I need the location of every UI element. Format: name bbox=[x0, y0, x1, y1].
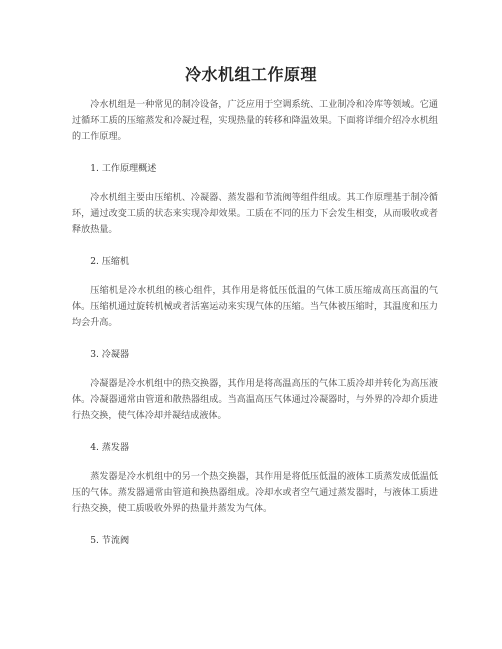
section-body-overview: 冷水机组主要由压缩机、冷凝器、蒸发器和节流阀等组件组成。其工作原理基于制冷循环，通过改变工质的状态来实现冷却效果。工质在不同的压力下会发生相变，从而吸收或者释放热量。 bbox=[72, 193, 438, 235]
intro-paragraph: 冷水机组是一种常见的制冷设备，广泛应用于空调系统、工业制冷和冷库等领域。它通过循环工质的压缩蒸发和冷凝过程，实现热量的转移和降温效果。下面将详细介绍冷水机组的工作原理。 bbox=[72, 100, 438, 142]
document-body bbox=[72, 97, 438, 562]
section-heading-overview: 1. 工作原理概述 bbox=[90, 164, 157, 174]
section-heading-evaporator: 4. 蒸发器 bbox=[90, 443, 130, 453]
document-title: 冷水机组工作原理 bbox=[184, 65, 317, 84]
section-heading-condenser: 3. 冷凝器 bbox=[90, 350, 130, 360]
section-body-condenser: 冷凝器是冷水机组中的热交换器，其作用是将高温高压的气体工质冷却并转化为高压液体。冷凝器通常由管道和散热器组成。当高温高压气体通过冷凝器时，与外界的冷却介质进行热交换，使气体冷却并凝结成液体。 bbox=[72, 379, 438, 421]
section-heading-throttle-valve: 5. 节流阀 bbox=[90, 536, 130, 546]
section-body-evaporator: 蒸发器是冷水机组中的另一个热交换器，其作用是将低压低温的液体工质蒸发成低温低压的气体。蒸发器通常由管道和换热器组成。冷却水或者空气通过蒸发器时，与液体工质进行热交换，使工质吸收外界的热量并蒸发为气体。 bbox=[72, 472, 438, 514]
section-body-compressor: 压缩机是冷水机组的核心组件，其作用是将低压低温的气体工质压缩成高压高温的气体。压缩机通过旋转机械或者活塞运动来实现气体的压缩。当气体被压缩时，其温度和压力均会升高。 bbox=[72, 286, 438, 328]
section-heading-compressor: 2. 压缩机 bbox=[90, 257, 130, 267]
